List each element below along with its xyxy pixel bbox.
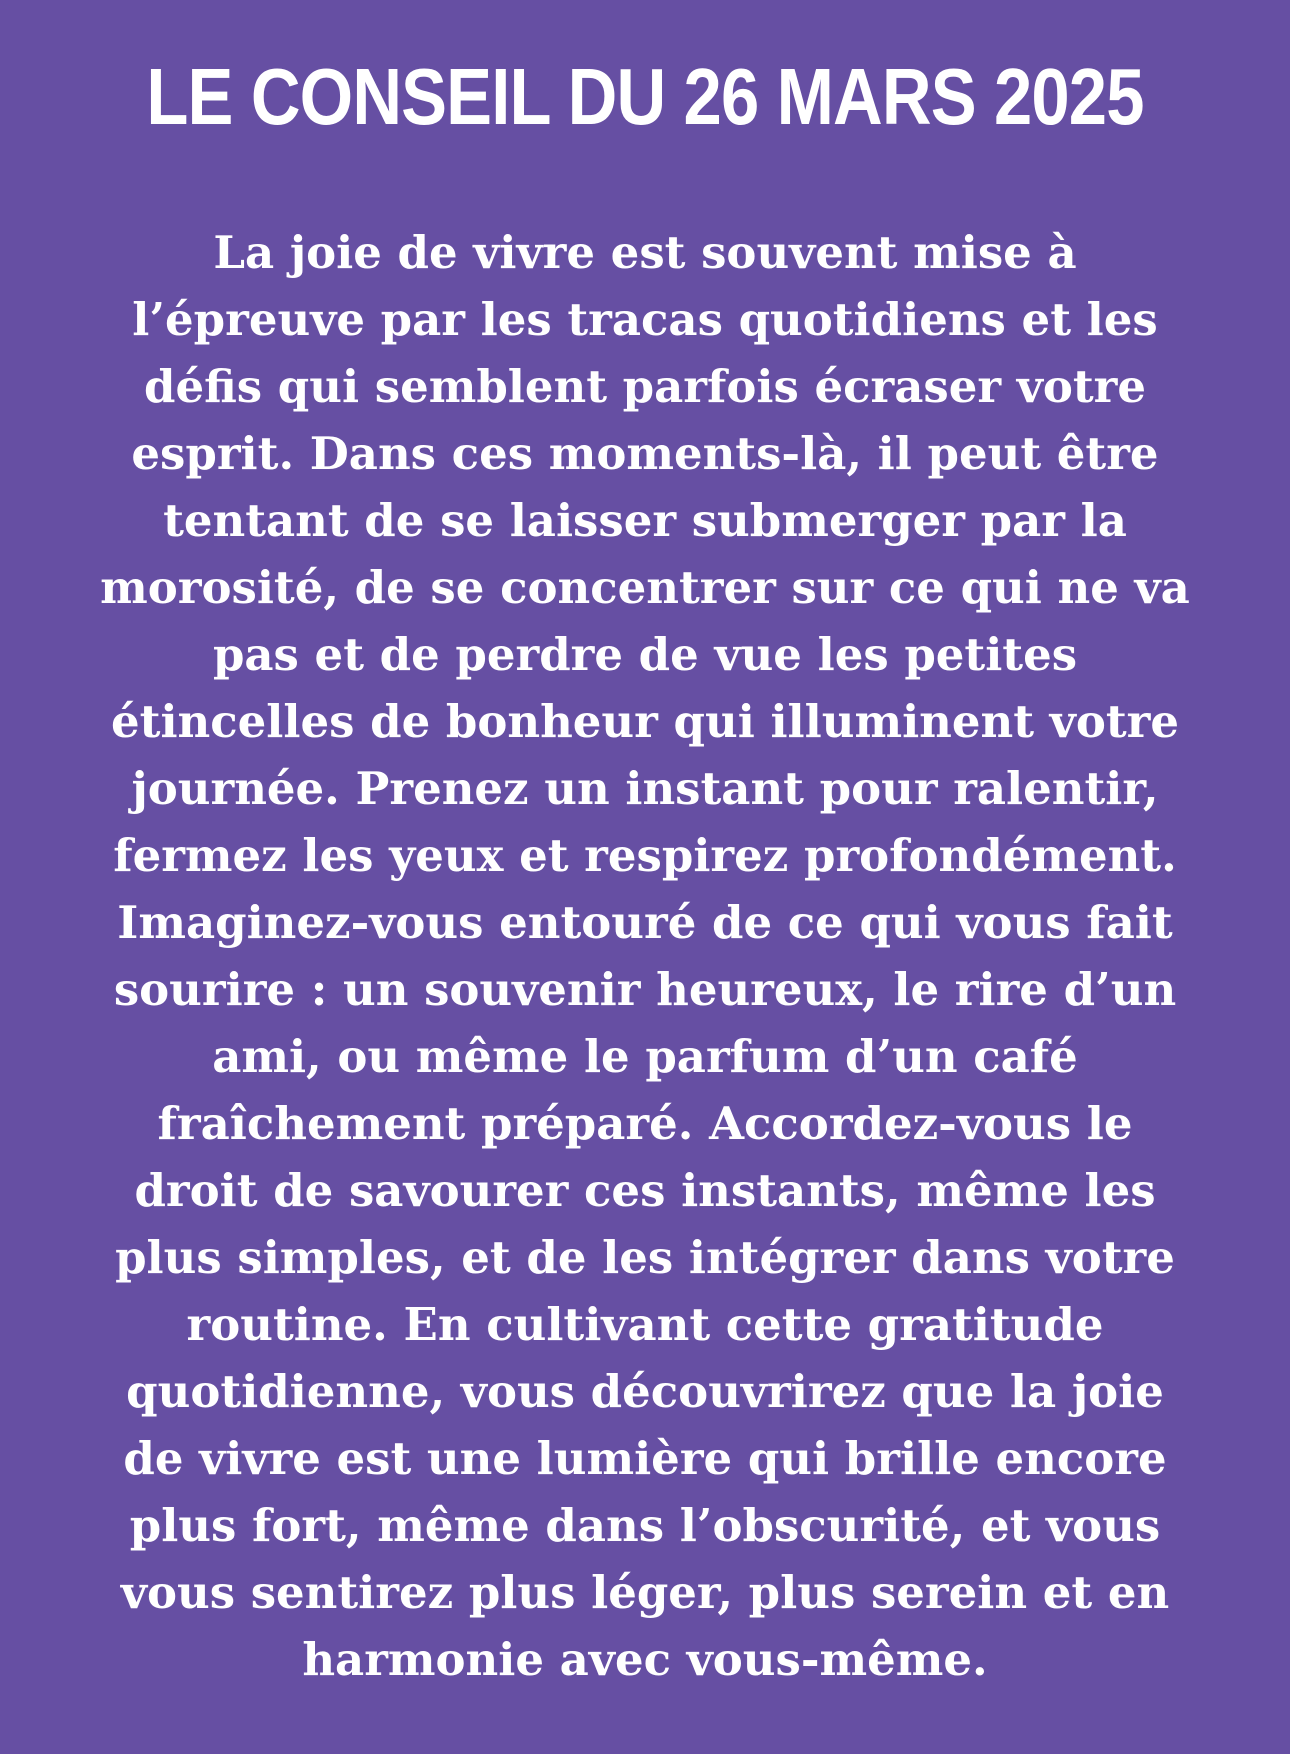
advice-line: plus simples, et de les intégrer dans votre xyxy=(115,1231,1175,1284)
advice-line: quotidienne, vous découvrirez que la joie xyxy=(126,1365,1164,1418)
advice-line: La joie de vivre est souvent mise à xyxy=(213,226,1077,279)
advice-line: esprit. Dans ces moments-là, il peut être xyxy=(131,427,1159,480)
advice-line: sourire : un souvenir heureux, le rire d’un xyxy=(113,963,1177,1016)
advice-line: tentant de se laisser submerger par la xyxy=(163,494,1127,547)
advice-line: étincelles de bonheur qui illuminent votre xyxy=(111,695,1179,748)
advice-line: pas et de perdre de vue les petites xyxy=(212,628,1078,681)
advice-line: de vivre est une lumière qui brille encore xyxy=(123,1432,1167,1485)
advice-line: l’épreuve par les tracas quotidiens et les xyxy=(132,293,1158,346)
advice-line: droit de savourer ces instants, même les xyxy=(134,1164,1156,1217)
advice-line: journée. Prenez un instant pour ralentir, xyxy=(131,762,1159,815)
advice-line: routine. En cultivant cette gratitude xyxy=(186,1298,1104,1351)
advice-line: plus fort, même dans l’obscurité, et vous xyxy=(129,1499,1161,1552)
advice-line: ami, ou même le parfum d’un café xyxy=(212,1030,1078,1083)
advice-line: Imaginez-vous entouré de ce qui vous fait xyxy=(117,896,1173,949)
advice-line: vous sentirez plus léger, plus serein et en xyxy=(120,1566,1170,1619)
page-title: LE CONSEIL DU 26 MARS 2025 xyxy=(146,52,1144,141)
advice-line: défis qui semblent parfois écraser votre xyxy=(143,360,1147,413)
advice-body xyxy=(70,219,1220,1693)
advice-line: harmonie avec vous-même. xyxy=(302,1633,988,1686)
advice-line: fermez les yeux et respirez profondément. xyxy=(113,829,1177,882)
advice-line: morosité, de se concentrer sur ce qui ne va xyxy=(100,561,1190,614)
advice-line: fraîchement préparé. Accordez-vous le xyxy=(157,1097,1133,1150)
